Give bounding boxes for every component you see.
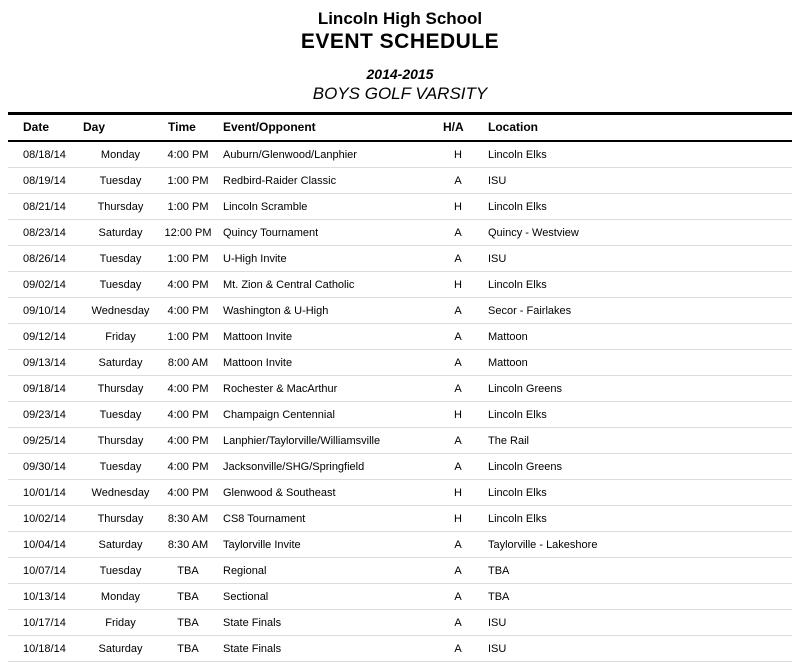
cell-ha: H bbox=[438, 272, 478, 298]
cell-time: 12:00 PM bbox=[158, 220, 218, 246]
table-row bbox=[8, 428, 792, 454]
cell-date: 08/19/14 bbox=[8, 168, 83, 194]
cell-day: Tuesday bbox=[83, 402, 158, 428]
table-row bbox=[8, 480, 792, 506]
cell-day: Tuesday bbox=[83, 168, 158, 194]
cell-day: Tuesday bbox=[83, 454, 158, 480]
table-row bbox=[8, 220, 792, 246]
cell-ha: A bbox=[438, 298, 478, 324]
cell-date: 10/17/14 bbox=[8, 610, 83, 636]
table-row bbox=[8, 558, 792, 584]
cell-date: 09/02/14 bbox=[8, 272, 83, 298]
cell-date: 09/18/14 bbox=[8, 376, 83, 402]
cell-date: 08/21/14 bbox=[8, 194, 83, 220]
table-row bbox=[8, 350, 792, 376]
column-header-time: Time bbox=[158, 114, 218, 142]
cell-date: 08/26/14 bbox=[8, 246, 83, 272]
cell-date: 10/04/14 bbox=[8, 532, 83, 558]
cell-location: TBA bbox=[478, 558, 792, 584]
cell-location: ISU bbox=[478, 610, 792, 636]
cell-event: Rochester & MacArthur bbox=[218, 376, 438, 402]
header-row bbox=[8, 114, 792, 142]
cell-day: Saturday bbox=[83, 220, 158, 246]
cell-location: Lincoln Greens bbox=[478, 376, 792, 402]
cell-location: Lincoln Greens bbox=[478, 454, 792, 480]
cell-location: ISU bbox=[478, 246, 792, 272]
table-row bbox=[8, 194, 792, 220]
cell-ha: A bbox=[438, 636, 478, 662]
cell-day: Saturday bbox=[83, 532, 158, 558]
cell-ha: A bbox=[438, 324, 478, 350]
table-row bbox=[8, 610, 792, 636]
cell-time: 8:30 AM bbox=[158, 532, 218, 558]
cell-ha: A bbox=[438, 532, 478, 558]
document-header bbox=[0, 0, 800, 104]
table-row bbox=[8, 324, 792, 350]
cell-event: Mt. Zion & Central Catholic bbox=[218, 272, 438, 298]
cell-event: Washington & U-High bbox=[218, 298, 438, 324]
cell-day: Tuesday bbox=[83, 272, 158, 298]
cell-event: Glenwood & Southeast bbox=[218, 480, 438, 506]
cell-time: 1:00 PM bbox=[158, 168, 218, 194]
cell-time: 4:00 PM bbox=[158, 141, 218, 168]
school-name: Lincoln High School bbox=[317, 9, 483, 28]
cell-ha: H bbox=[438, 141, 478, 168]
cell-time: TBA bbox=[158, 636, 218, 662]
cell-event: Champaign Centennial bbox=[218, 402, 438, 428]
cell-time: 8:30 AM bbox=[158, 506, 218, 532]
column-header-event: Event/Opponent bbox=[218, 114, 438, 142]
table-header bbox=[8, 114, 792, 142]
document-title: EVENT SCHEDULE bbox=[300, 30, 500, 54]
cell-time: 4:00 PM bbox=[158, 454, 218, 480]
cell-ha: H bbox=[438, 480, 478, 506]
cell-event: CS8 Tournament bbox=[218, 506, 438, 532]
table-row bbox=[8, 141, 792, 168]
season-label: 2014-2015 bbox=[366, 66, 434, 83]
cell-ha: H bbox=[438, 506, 478, 532]
cell-ha: A bbox=[438, 350, 478, 376]
cell-day: Monday bbox=[83, 141, 158, 168]
cell-time: TBA bbox=[158, 584, 218, 610]
cell-event: Redbird-Raider Classic bbox=[218, 168, 438, 194]
cell-location: TBA bbox=[478, 584, 792, 610]
cell-location: Lincoln Elks bbox=[478, 506, 792, 532]
cell-time: 4:00 PM bbox=[158, 428, 218, 454]
cell-event: Auburn/Glenwood/Lanphier bbox=[218, 141, 438, 168]
table-row bbox=[8, 168, 792, 194]
table-row bbox=[8, 246, 792, 272]
column-header-date: Date bbox=[8, 114, 83, 142]
cell-time: 4:00 PM bbox=[158, 376, 218, 402]
cell-date: 10/07/14 bbox=[8, 558, 83, 584]
cell-date: 10/02/14 bbox=[8, 506, 83, 532]
cell-day: Friday bbox=[83, 324, 158, 350]
cell-location: Lincoln Elks bbox=[478, 141, 792, 168]
cell-ha: A bbox=[438, 610, 478, 636]
cell-event: U-High Invite bbox=[218, 246, 438, 272]
cell-event: State Finals bbox=[218, 610, 438, 636]
column-header-ha: H/A bbox=[438, 114, 478, 142]
cell-location: ISU bbox=[478, 168, 792, 194]
cell-event: Regional bbox=[218, 558, 438, 584]
cell-event: Lanphier/Taylorville/Williamsville bbox=[218, 428, 438, 454]
cell-time: 4:00 PM bbox=[158, 402, 218, 428]
table-row bbox=[8, 272, 792, 298]
cell-event: Taylorville Invite bbox=[218, 532, 438, 558]
cell-location: Quincy - Westview bbox=[478, 220, 792, 246]
cell-ha: A bbox=[438, 428, 478, 454]
schedule-table bbox=[8, 112, 792, 662]
cell-location: Lincoln Elks bbox=[478, 194, 792, 220]
cell-event: Sectional bbox=[218, 584, 438, 610]
cell-day: Thursday bbox=[83, 376, 158, 402]
table-row bbox=[8, 506, 792, 532]
cell-time: 4:00 PM bbox=[158, 298, 218, 324]
cell-ha: A bbox=[438, 558, 478, 584]
cell-date: 09/13/14 bbox=[8, 350, 83, 376]
cell-ha: A bbox=[438, 376, 478, 402]
table-row bbox=[8, 636, 792, 662]
cell-time: TBA bbox=[158, 558, 218, 584]
cell-event: Mattoon Invite bbox=[218, 324, 438, 350]
cell-ha: A bbox=[438, 246, 478, 272]
cell-time: 1:00 PM bbox=[158, 324, 218, 350]
cell-date: 09/12/14 bbox=[8, 324, 83, 350]
cell-date: 10/13/14 bbox=[8, 584, 83, 610]
cell-ha: A bbox=[438, 220, 478, 246]
cell-location: Lincoln Elks bbox=[478, 272, 792, 298]
cell-date: 09/30/14 bbox=[8, 454, 83, 480]
cell-location: Mattoon bbox=[478, 350, 792, 376]
cell-date: 10/01/14 bbox=[8, 480, 83, 506]
cell-ha: A bbox=[438, 584, 478, 610]
cell-date: 09/25/14 bbox=[8, 428, 83, 454]
cell-location: Secor - Fairlakes bbox=[478, 298, 792, 324]
table-row bbox=[8, 584, 792, 610]
column-header-day: Day bbox=[83, 114, 158, 142]
cell-day: Wednesday bbox=[83, 298, 158, 324]
table-row bbox=[8, 376, 792, 402]
cell-day: Friday bbox=[83, 610, 158, 636]
cell-location: The Rail bbox=[478, 428, 792, 454]
cell-location: Lincoln Elks bbox=[478, 480, 792, 506]
cell-date: 09/10/14 bbox=[8, 298, 83, 324]
cell-day: Tuesday bbox=[83, 246, 158, 272]
cell-day: Thursday bbox=[83, 428, 158, 454]
cell-time: 1:00 PM bbox=[158, 194, 218, 220]
cell-location: ISU bbox=[478, 636, 792, 662]
cell-location: Lincoln Elks bbox=[478, 402, 792, 428]
cell-time: TBA bbox=[158, 610, 218, 636]
column-header-location: Location bbox=[478, 114, 792, 142]
table-row bbox=[8, 454, 792, 480]
table-row bbox=[8, 402, 792, 428]
cell-event: Jacksonville/SHG/Springfield bbox=[218, 454, 438, 480]
cell-event: Mattoon Invite bbox=[218, 350, 438, 376]
cell-event: State Finals bbox=[218, 636, 438, 662]
cell-date: 08/18/14 bbox=[8, 141, 83, 168]
cell-ha: A bbox=[438, 454, 478, 480]
cell-day: Wednesday bbox=[83, 480, 158, 506]
cell-date: 09/23/14 bbox=[8, 402, 83, 428]
schedule-body bbox=[8, 141, 792, 662]
cell-time: 4:00 PM bbox=[158, 480, 218, 506]
cell-ha: H bbox=[438, 194, 478, 220]
cell-day: Thursday bbox=[83, 506, 158, 532]
cell-ha: A bbox=[438, 168, 478, 194]
cell-location: Mattoon bbox=[478, 324, 792, 350]
cell-event: Quincy Tournament bbox=[218, 220, 438, 246]
cell-time: 8:00 AM bbox=[158, 350, 218, 376]
team-label: BOYS GOLF VARSITY bbox=[312, 84, 488, 104]
table-row bbox=[8, 532, 792, 558]
cell-date: 08/23/14 bbox=[8, 220, 83, 246]
cell-date: 10/18/14 bbox=[8, 636, 83, 662]
cell-event: Lincoln Scramble bbox=[218, 194, 438, 220]
cell-day: Saturday bbox=[83, 350, 158, 376]
cell-day: Saturday bbox=[83, 636, 158, 662]
table-row bbox=[8, 298, 792, 324]
cell-location: Taylorville - Lakeshore bbox=[478, 532, 792, 558]
cell-time: 1:00 PM bbox=[158, 246, 218, 272]
cell-ha: H bbox=[438, 402, 478, 428]
cell-day: Thursday bbox=[83, 194, 158, 220]
cell-day: Tuesday bbox=[83, 558, 158, 584]
cell-day: Monday bbox=[83, 584, 158, 610]
cell-time: 4:00 PM bbox=[158, 272, 218, 298]
